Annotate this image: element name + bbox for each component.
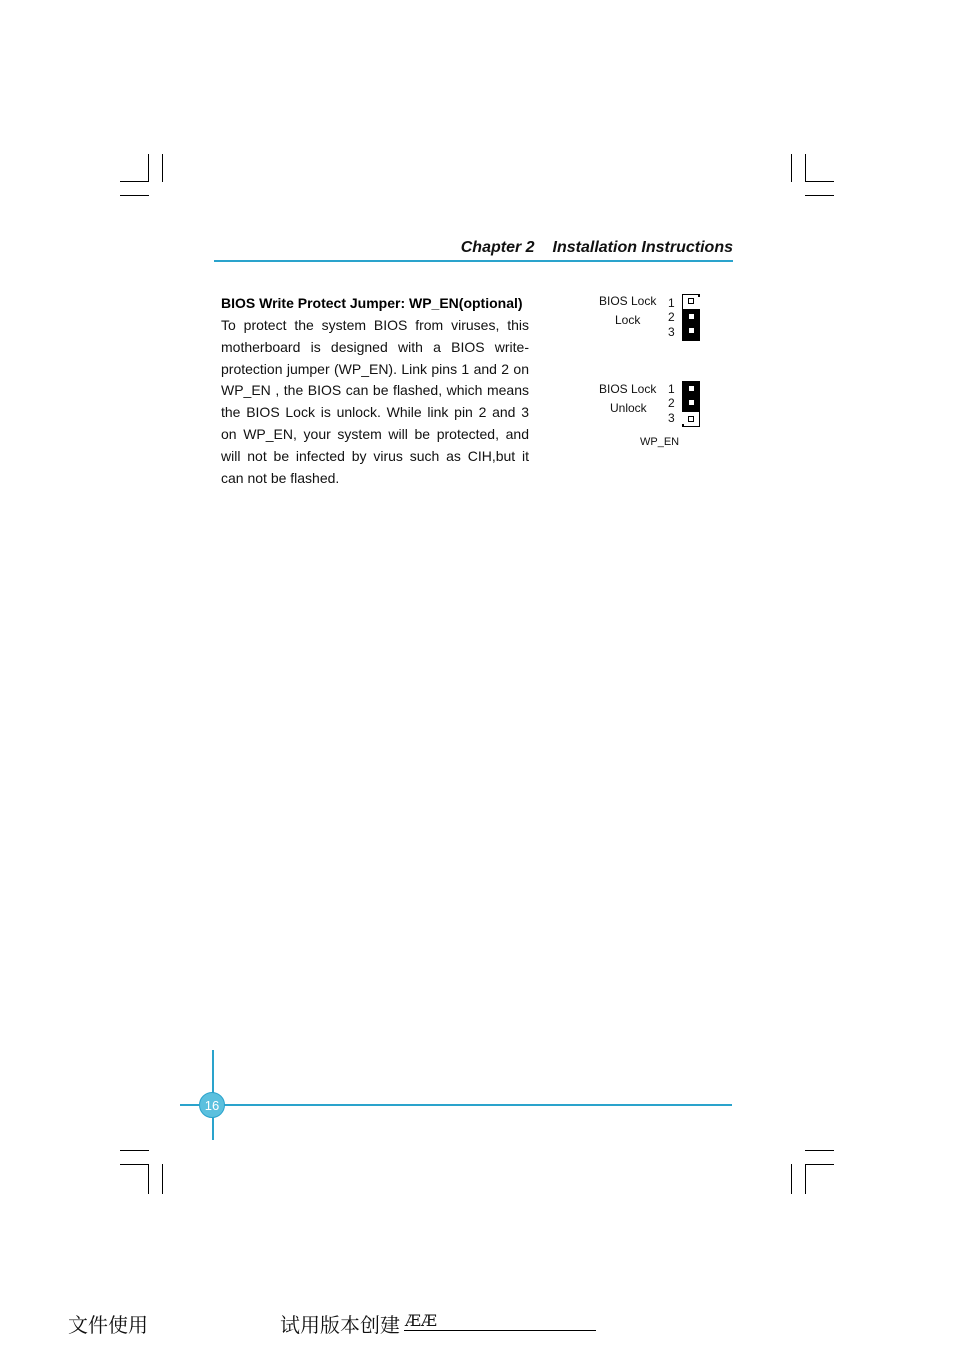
page-number: 16 xyxy=(199,1092,225,1118)
crop-mark xyxy=(791,1164,792,1194)
pin-hole xyxy=(689,328,694,333)
chapter-label: Chapter 2 xyxy=(460,239,535,256)
pin-label: 1 xyxy=(668,296,675,310)
pin-label: 2 xyxy=(668,310,675,324)
crop-mark xyxy=(805,1164,806,1194)
crop-mark xyxy=(805,1164,834,1165)
pin-label: 3 xyxy=(668,325,675,339)
pin-hole xyxy=(689,386,694,391)
open-pin xyxy=(688,416,694,422)
bracket-tick xyxy=(698,294,700,297)
crop-mark xyxy=(805,181,834,182)
watermark-right: 试用版本创建 xyxy=(280,1313,400,1337)
lock-state: Lock xyxy=(615,313,641,327)
crop-mark xyxy=(805,1150,834,1151)
pin-label: 3 xyxy=(668,411,675,425)
bracket-tick xyxy=(682,424,684,427)
crop-mark xyxy=(120,195,149,196)
unlock-title: BIOS Lock xyxy=(599,382,657,396)
crop-mark xyxy=(120,1164,149,1165)
crop-mark xyxy=(162,1164,163,1194)
crop-mark xyxy=(791,154,792,182)
lock-title: BIOS Lock xyxy=(599,294,657,308)
crop-mark xyxy=(148,1164,149,1194)
crop-mark xyxy=(162,154,163,182)
pin-hole xyxy=(689,400,694,405)
crop-mark xyxy=(805,195,834,196)
crop-mark xyxy=(805,154,806,182)
crop-mark xyxy=(120,181,149,182)
watermark-underline xyxy=(404,1330,596,1331)
section-body: To protect the system BIOS from viruses, this motherboard is designed with a BIOS write-protection jumper (WP_EN). Link pins 1 and 2 on WP_EN , the BIOS can be flashed, which means the BIOS Lock is unlock. While link pin 2 and 3 on WP_EN, your system will be protected, and will not be infected by virus such as CIH,but it can not be flashed. xyxy=(221,317,529,486)
crop-mark xyxy=(120,1150,149,1151)
section-heading: BIOS Write Protect Jumper: WP_EN(optional) xyxy=(221,295,523,311)
connector-name: WP_EN xyxy=(640,436,680,448)
header-rule xyxy=(214,260,733,262)
crop-mark xyxy=(148,154,149,182)
watermark-left: 文件使用 xyxy=(68,1313,148,1337)
open-pin xyxy=(688,298,694,304)
pin-label: 2 xyxy=(668,396,675,410)
watermark-suffix: ÆÆ xyxy=(405,1311,438,1330)
chapter-header xyxy=(214,239,733,257)
pin-label: 1 xyxy=(668,382,675,396)
unlock-state: Unlock xyxy=(610,401,647,415)
footer-rule xyxy=(180,1104,732,1106)
chapter-title: Installation Instructions xyxy=(552,239,733,256)
pin-hole xyxy=(689,314,694,319)
